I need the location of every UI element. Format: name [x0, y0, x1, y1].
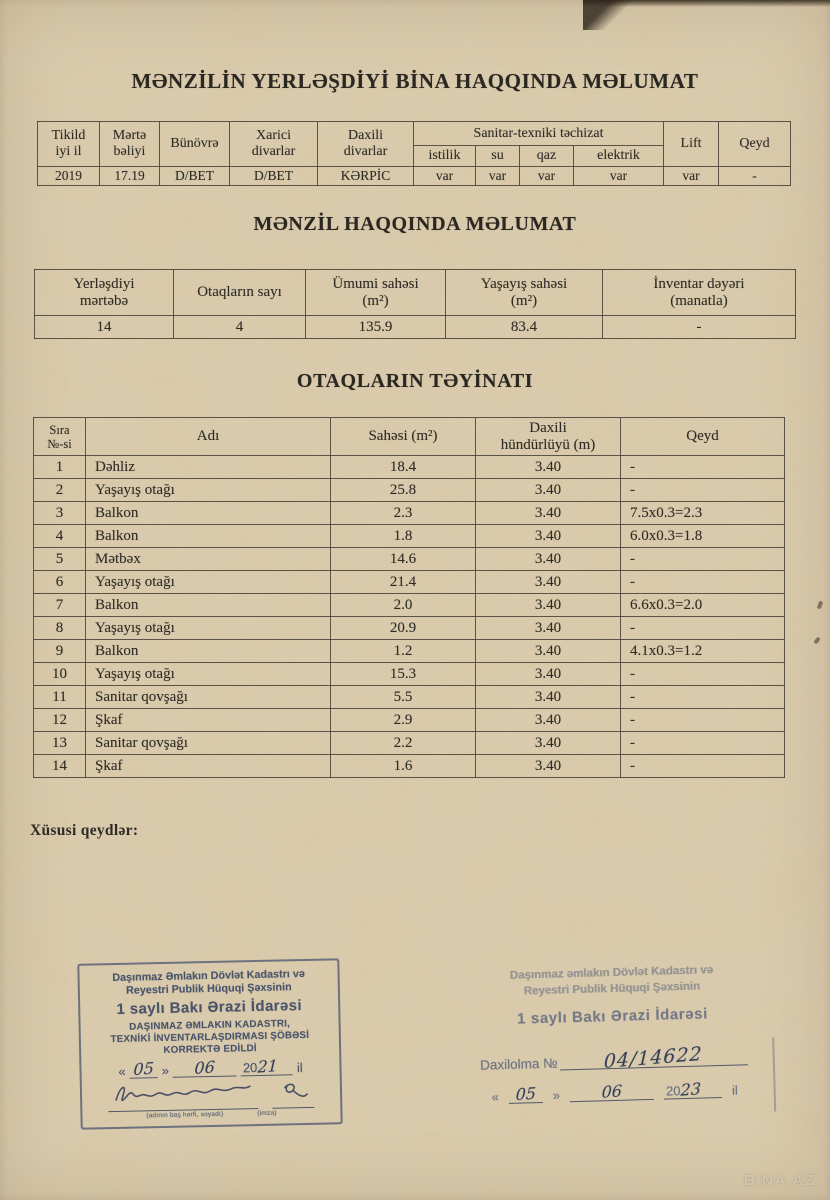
quote-close: »	[552, 1087, 561, 1103]
col-rooms-count: Otaqların sayı	[174, 270, 306, 316]
signature-initial	[275, 1078, 311, 1103]
special-notes-label: Xüsusi qeydlər:	[30, 822, 139, 839]
floor-value: 14	[35, 316, 174, 339]
room-area: 5.5	[331, 686, 476, 709]
room-name: Yaşayış otağı	[86, 617, 331, 640]
room-no: 10	[34, 663, 86, 686]
col-inventory-value: İnventar dəyəri (manatla)	[603, 270, 796, 316]
year-suffix: il	[731, 1082, 738, 1098]
room-area: 15.3	[331, 663, 476, 686]
room-no: 6	[34, 571, 86, 594]
stamp-dept-line: DAŞINMAZ ƏMLAKIN KADASTRI,	[129, 1018, 291, 1033]
table-row	[34, 640, 785, 663]
handwritten-month: 06	[194, 1056, 216, 1078]
room-height: 3.40	[476, 686, 621, 709]
stamp-corrected-line: KORREKTƏ EDİLDİ	[163, 1043, 257, 1057]
room-height: 3.40	[476, 755, 621, 778]
table-row	[34, 548, 785, 571]
col-room-name: Adı	[86, 418, 331, 456]
room-height: 3.40	[476, 525, 621, 548]
stamp-org-line: Daşınmaz əmlakın Dövlət Kadastrı və	[509, 964, 714, 982]
room-height: 3.40	[476, 571, 621, 594]
lift-value: var	[664, 167, 719, 186]
apartment-info-table	[34, 269, 796, 339]
room-area: 21.4	[331, 571, 476, 594]
date-day-line	[509, 1083, 543, 1105]
table-row	[34, 686, 785, 709]
room-note: -	[621, 617, 785, 640]
room-area: 2.9	[331, 709, 476, 732]
table-row	[35, 316, 796, 339]
room-area: 1.2	[331, 640, 476, 663]
room-height: 3.40	[476, 663, 621, 686]
room-name: Dəhliz	[86, 456, 331, 479]
table-row	[34, 594, 785, 617]
living-area-value: 83.4	[446, 316, 603, 339]
stamp-date-line	[81, 1055, 339, 1079]
room-name: Sanitar qovşağı	[86, 686, 331, 709]
room-height: 3.40	[476, 479, 621, 502]
room-no: 4	[34, 525, 86, 548]
room-no: 11	[34, 686, 86, 709]
date-year-line	[241, 1055, 293, 1077]
date-year-line	[664, 1079, 722, 1100]
room-no: 9	[34, 640, 86, 663]
built-year-value: 2019	[38, 167, 100, 186]
room-note: -	[621, 755, 785, 778]
room-area: 2.0	[331, 594, 476, 617]
table-row	[34, 571, 785, 594]
room-note: 7.5x0.3=2.3	[621, 502, 785, 525]
table-row	[34, 525, 785, 548]
room-note: -	[621, 548, 785, 571]
building-info-table	[37, 121, 791, 186]
stamp-dept-line: TEXNİKİ İNVENTARLAŞDIRMASI ŞÖBƏSİ	[110, 1030, 310, 1046]
year-suffix: il	[296, 1059, 303, 1075]
stamp-org-line: Daşınmaz Əmlakın Dövlət Kadastrı və	[112, 967, 306, 985]
water-value: var	[476, 167, 520, 186]
room-note: -	[621, 732, 785, 755]
col-floors: Mərtə bəliyi	[100, 122, 160, 167]
table-row	[34, 456, 785, 479]
room-name: Yaşayış otağı	[86, 663, 331, 686]
room-area: 2.2	[331, 732, 476, 755]
room-note: 6.6x0.3=2.0	[621, 594, 785, 617]
floors-value: 17.19	[100, 167, 160, 186]
room-area: 14.6	[331, 548, 476, 571]
table-row	[35, 270, 796, 316]
date-day-line	[129, 1058, 157, 1079]
room-name: Balkon	[86, 594, 331, 617]
room-name: Balkon	[86, 502, 331, 525]
quote-close: »	[161, 1062, 170, 1078]
room-height: 3.40	[476, 732, 621, 755]
scan-edge-wedge	[583, 0, 645, 30]
signature-scribble	[110, 1079, 256, 1106]
handwritten-month: 06	[601, 1081, 623, 1102]
exterior-walls-value: D/BET	[230, 167, 318, 186]
rooms-table	[33, 417, 785, 778]
room-area: 1.8	[331, 525, 476, 548]
col-living-area: Yaşayış sahəsi (m²)	[446, 270, 603, 316]
col-room-area: Sahəsi (m²)	[331, 418, 476, 456]
room-area: 25.8	[331, 479, 476, 502]
stamp-org-line: Reyestri Publik Hüquqi Şəxsinin	[125, 981, 292, 998]
col-room-note: Qeyd	[621, 418, 785, 456]
col-floor-located: Yerləşdiyi mərtəbə	[35, 270, 174, 316]
room-area: 1.6	[331, 755, 476, 778]
entry-office-stamp	[446, 961, 780, 1105]
room-area: 18.4	[331, 456, 476, 479]
room-height: 3.40	[476, 594, 621, 617]
room-no: 14	[34, 755, 86, 778]
printed-century: 20	[242, 1059, 258, 1075]
foundation-value: D/BET	[160, 167, 230, 186]
table-row	[34, 502, 785, 525]
room-note: -	[621, 709, 785, 732]
col-gas: qaz	[520, 146, 574, 167]
room-height: 3.40	[476, 502, 621, 525]
col-sanitary-equipment: Sanitar-texniki təchizat	[414, 122, 664, 146]
room-no: 1	[34, 456, 86, 479]
room-no: 5	[34, 548, 86, 571]
date-month-line	[570, 1081, 654, 1102]
col-lift: Lift	[664, 122, 719, 167]
table-row	[34, 663, 785, 686]
room-height: 3.40	[476, 548, 621, 571]
total-area-value: 135.9	[306, 316, 446, 339]
room-note: -	[621, 686, 785, 709]
col-note: Qeyd	[719, 122, 791, 167]
col-heating: istilik	[414, 146, 476, 167]
gas-value: var	[520, 167, 574, 186]
heating-value: var	[414, 167, 476, 186]
table-row	[34, 479, 785, 502]
col-room-height: Daxili hündürlüyü (m)	[476, 418, 621, 456]
room-note: -	[621, 663, 785, 686]
col-exterior-walls: Xarici divarlar	[230, 122, 318, 167]
room-no: 7	[34, 594, 86, 617]
room-name: Balkon	[86, 640, 331, 663]
room-height: 3.40	[476, 640, 621, 663]
room-name: Mətbəx	[86, 548, 331, 571]
room-height: 3.40	[476, 617, 621, 640]
room-no: 12	[34, 709, 86, 732]
room-height: 3.40	[476, 456, 621, 479]
table-row	[34, 617, 785, 640]
table-row	[34, 709, 785, 732]
room-no: 3	[34, 502, 86, 525]
handwritten-year: 23	[680, 1079, 702, 1100]
apartment-info-title: MƏNZİL HAQQINDA MƏLUMAT	[253, 213, 577, 235]
room-note: -	[621, 479, 785, 502]
electricity-value: var	[574, 167, 664, 186]
table-row	[34, 732, 785, 755]
quote-open: «	[491, 1089, 500, 1105]
room-name: Yaşayış otağı	[86, 571, 331, 594]
table-row	[38, 167, 791, 186]
room-note: 6.0x0.3=1.8	[621, 525, 785, 548]
building-info-title: MƏNZİLİN YERLƏŞDİYİ BİNA HAQQINDA MƏLUMAT	[131, 69, 699, 93]
room-note: 4.1x0.3=1.2	[621, 640, 785, 663]
room-height: 3.40	[476, 709, 621, 732]
handwritten-year: 21	[256, 1055, 279, 1077]
table-row	[34, 755, 785, 778]
room-name: Şkaf	[86, 755, 331, 778]
col-built-year: Tikild iyi il	[38, 122, 100, 167]
stamp-office-name: 1 saylı Bakı Ərazi İdarəsi	[516, 1005, 709, 1028]
entry-number-line	[449, 1042, 779, 1073]
handwritten-entry-number: 04/14622	[603, 1042, 704, 1073]
room-note: -	[621, 456, 785, 479]
room-note: -	[621, 571, 785, 594]
interior-walls-value: KƏRPİC	[318, 167, 414, 186]
room-name: Sanitar qovşağı	[86, 732, 331, 755]
entry-label: Daxilolma №	[479, 1055, 558, 1073]
stamp-signature-line	[82, 1077, 341, 1112]
date-month-line	[173, 1056, 237, 1078]
room-area: 2.3	[331, 502, 476, 525]
signature-caption: (adının baş hərfi, soyadı)	[146, 1110, 224, 1120]
handwritten-day: 05	[133, 1058, 155, 1079]
table-row	[38, 122, 791, 146]
imza-caption: (imza)	[257, 1109, 277, 1117]
col-electricity: elektrik	[574, 146, 664, 167]
room-area: 20.9	[331, 617, 476, 640]
stamp-org-line: Reyestri Publik Hüquqi Şəxsinin	[523, 980, 701, 997]
correction-office-stamp	[77, 958, 342, 1129]
table-row	[34, 418, 785, 456]
note-value: -	[719, 167, 791, 186]
room-no: 13	[34, 732, 86, 755]
rooms-purpose-title: OTAQLARIN TƏYİNATI	[296, 370, 534, 392]
stamp-office-name: 1 saylı Bakı Ərazi İdarəsi	[116, 997, 303, 1018]
handwritten-day: 05	[515, 1083, 537, 1105]
inventory-value: -	[603, 316, 796, 339]
col-water: su	[476, 146, 520, 167]
col-row-number: Sıra №-si	[34, 418, 86, 456]
room-no: 2	[34, 479, 86, 502]
quote-open: «	[118, 1063, 126, 1079]
room-no: 8	[34, 617, 86, 640]
col-foundation: Bünövrə	[160, 122, 230, 167]
room-name: Şkaf	[86, 709, 331, 732]
col-interior-walls: Daxili divarlar	[318, 122, 414, 167]
bina-az-watermark: BINA.AZ	[744, 1172, 816, 1189]
room-name: Balkon	[86, 525, 331, 548]
rooms-count-value: 4	[174, 316, 306, 339]
room-name: Yaşayış otağı	[86, 479, 331, 502]
printed-century: 20	[665, 1083, 681, 1099]
col-total-area: Ümumi sahəsi (m²)	[306, 270, 446, 316]
